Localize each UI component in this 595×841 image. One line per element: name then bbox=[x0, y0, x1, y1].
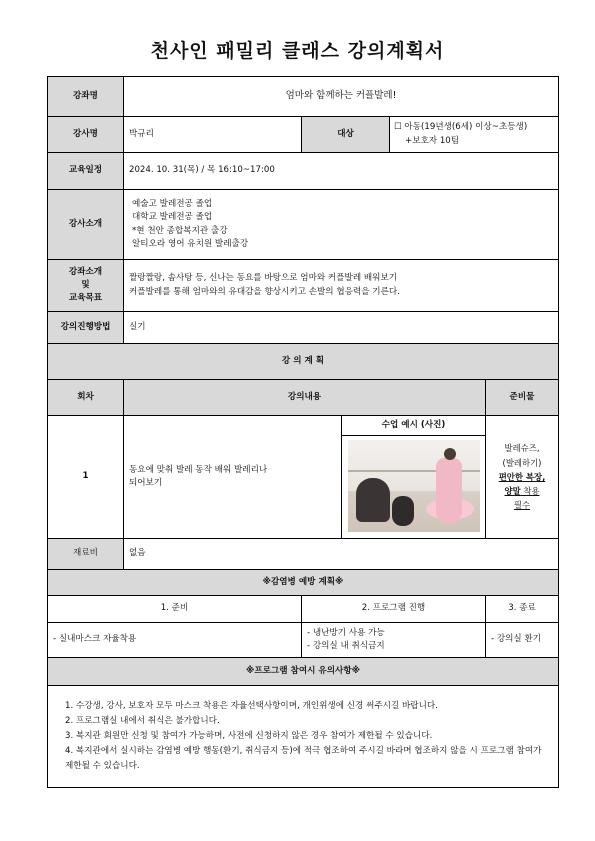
notes-header: ※프로그램 참여시 유의사항※ bbox=[48, 658, 559, 686]
notes-list-cell bbox=[48, 686, 559, 788]
infection-values-row bbox=[48, 623, 559, 658]
schedule-value: 2024. 10. 31(목) / 목 16:10~17:00 bbox=[124, 153, 559, 190]
photo-figure bbox=[444, 448, 456, 460]
infection-prepare-value: - 실내마스크 자율착용 bbox=[48, 623, 302, 658]
goal-label-line: 강좌소개 bbox=[68, 267, 103, 278]
plan-columns-row bbox=[48, 380, 559, 416]
infection-progress-line: - 강의실 내 취식금지 bbox=[307, 641, 385, 651]
prep-socks: 양말 bbox=[504, 486, 521, 497]
notes-header-row bbox=[48, 658, 559, 686]
method-row bbox=[48, 312, 559, 344]
schedule-label: 교육일정 bbox=[48, 153, 124, 190]
instructor-row bbox=[48, 117, 559, 153]
photo-figure bbox=[356, 478, 390, 522]
target-line-1: ☐ 아동(19년생(6세) 이상~초등생) bbox=[394, 122, 528, 133]
prep-column-header: 준비물 bbox=[486, 380, 559, 416]
infection-progress-line: - 냉난방기 사용 가능 bbox=[307, 627, 385, 638]
plan-content bbox=[124, 416, 342, 539]
infection-header-row bbox=[48, 570, 559, 596]
fee-label: 재료비 bbox=[48, 539, 124, 570]
goal-line: 짤랑짤랑, 솜사탕 등, 신나는 동요를 바탕으로 엄마와 커플발레 배워보기 bbox=[129, 273, 398, 284]
target-line-2: +보호자 10팀 bbox=[405, 135, 460, 146]
goal-label bbox=[48, 260, 124, 312]
photo-header: 수업 예시 (사진) bbox=[342, 416, 485, 436]
notes-row bbox=[48, 686, 559, 788]
prep-line: 편안한 복장, bbox=[498, 471, 546, 482]
prep-items bbox=[486, 416, 559, 539]
bio-line: 예술고 발레전공 졸업 bbox=[132, 198, 213, 209]
bio-value bbox=[124, 190, 559, 260]
content-column-header: 강의내용 bbox=[124, 380, 486, 416]
infection-progress-value bbox=[302, 623, 486, 658]
schedule-row bbox=[48, 153, 559, 190]
prep-line: 필수 bbox=[513, 500, 531, 511]
infection-col-end: 3. 종료 bbox=[486, 596, 559, 623]
plan-header-row bbox=[48, 344, 559, 380]
notes-list bbox=[54, 699, 552, 774]
photo-figure bbox=[436, 458, 462, 524]
goal-value bbox=[124, 260, 559, 312]
infection-end-value: - 강의실 환기 bbox=[486, 623, 559, 658]
method-value: 실기 bbox=[124, 312, 559, 344]
bio-label: 강사소개 bbox=[48, 190, 124, 260]
bio-line: 알티오라 영어 유치원 발레출강 bbox=[132, 238, 249, 249]
instructor-name: 박규리 bbox=[124, 117, 302, 153]
infection-columns-row bbox=[48, 596, 559, 623]
infection-header: ※감염병 예방 계획※ bbox=[48, 570, 559, 596]
fee-value: 없음 bbox=[124, 539, 559, 570]
infection-col-prepare: 1. 준비 bbox=[48, 596, 302, 623]
prep-line bbox=[488, 484, 556, 498]
photo-figure bbox=[392, 496, 414, 526]
goal-line: 커플발레를 통해 엄마와의 유대감을 향상시키고 손발의 협응력을 기른다. bbox=[129, 286, 400, 297]
note-item: 3. 복지관 회원만 신청 및 참여가 가능하며, 사전에 신청하지 않은 경우 참여가 제한될 수 있습니다. bbox=[65, 730, 433, 741]
note-item: 2. 프로그램실 내에서 취식은 불가합니다. bbox=[65, 715, 220, 726]
lecture-plan-table bbox=[47, 76, 559, 788]
page-title: 천사인 패밀리 클래스 강의계획서 bbox=[150, 40, 445, 62]
course-label: 강좌명 bbox=[48, 77, 124, 117]
infection-col-progress: 2. 프로그램 진행 bbox=[302, 596, 486, 623]
goal-row bbox=[48, 260, 559, 312]
note-item: 1. 수강생, 강사, 보호자 모두 마스크 착용은 자율선택사항이며, 개인위생에 신경 써주시길 바랍니다. bbox=[65, 700, 438, 711]
photo-cell bbox=[342, 416, 486, 539]
bio-line: *현 천안 종합복지관 출강 bbox=[132, 225, 228, 236]
plan-row bbox=[48, 416, 559, 539]
content-line: 되어보기 bbox=[129, 478, 163, 488]
class-example-photo bbox=[348, 440, 480, 532]
prep-line: (발레하기) bbox=[502, 457, 542, 468]
note-item: 4. 복지관에서 실시하는 감염병 예방 행동(환기, 취식금지 등)에 적극 협조하여 주시길 바라며 협조하지 않을 시 프로그램 참여가 제한될 수 있습니다. bbox=[65, 746, 542, 772]
goal-label-line: 및 bbox=[81, 280, 90, 291]
course-row bbox=[48, 77, 559, 117]
instructor-label: 강사명 bbox=[48, 117, 124, 153]
goal-label-line: 교육목표 bbox=[68, 292, 103, 303]
course-name: 엄마와 함께하는 커플발레! bbox=[124, 77, 559, 117]
method-label: 강의진행방법 bbox=[48, 312, 124, 344]
round-number: 1 bbox=[48, 416, 124, 539]
bio-row bbox=[48, 190, 559, 260]
prep-wear: 착용 bbox=[520, 486, 540, 497]
prep-line: 발레슈즈, bbox=[504, 443, 540, 454]
content-line: 동요에 맞춰 발레 동작 배워 발레리나 bbox=[129, 464, 268, 475]
fee-row bbox=[48, 539, 559, 570]
bio-line: 대학교 발레전공 졸업 bbox=[132, 212, 213, 223]
target-label: 대상 bbox=[302, 117, 390, 153]
plan-header: 강 의 계 획 bbox=[48, 344, 559, 380]
round-column-header: 회차 bbox=[48, 380, 124, 416]
target-value bbox=[390, 117, 559, 153]
